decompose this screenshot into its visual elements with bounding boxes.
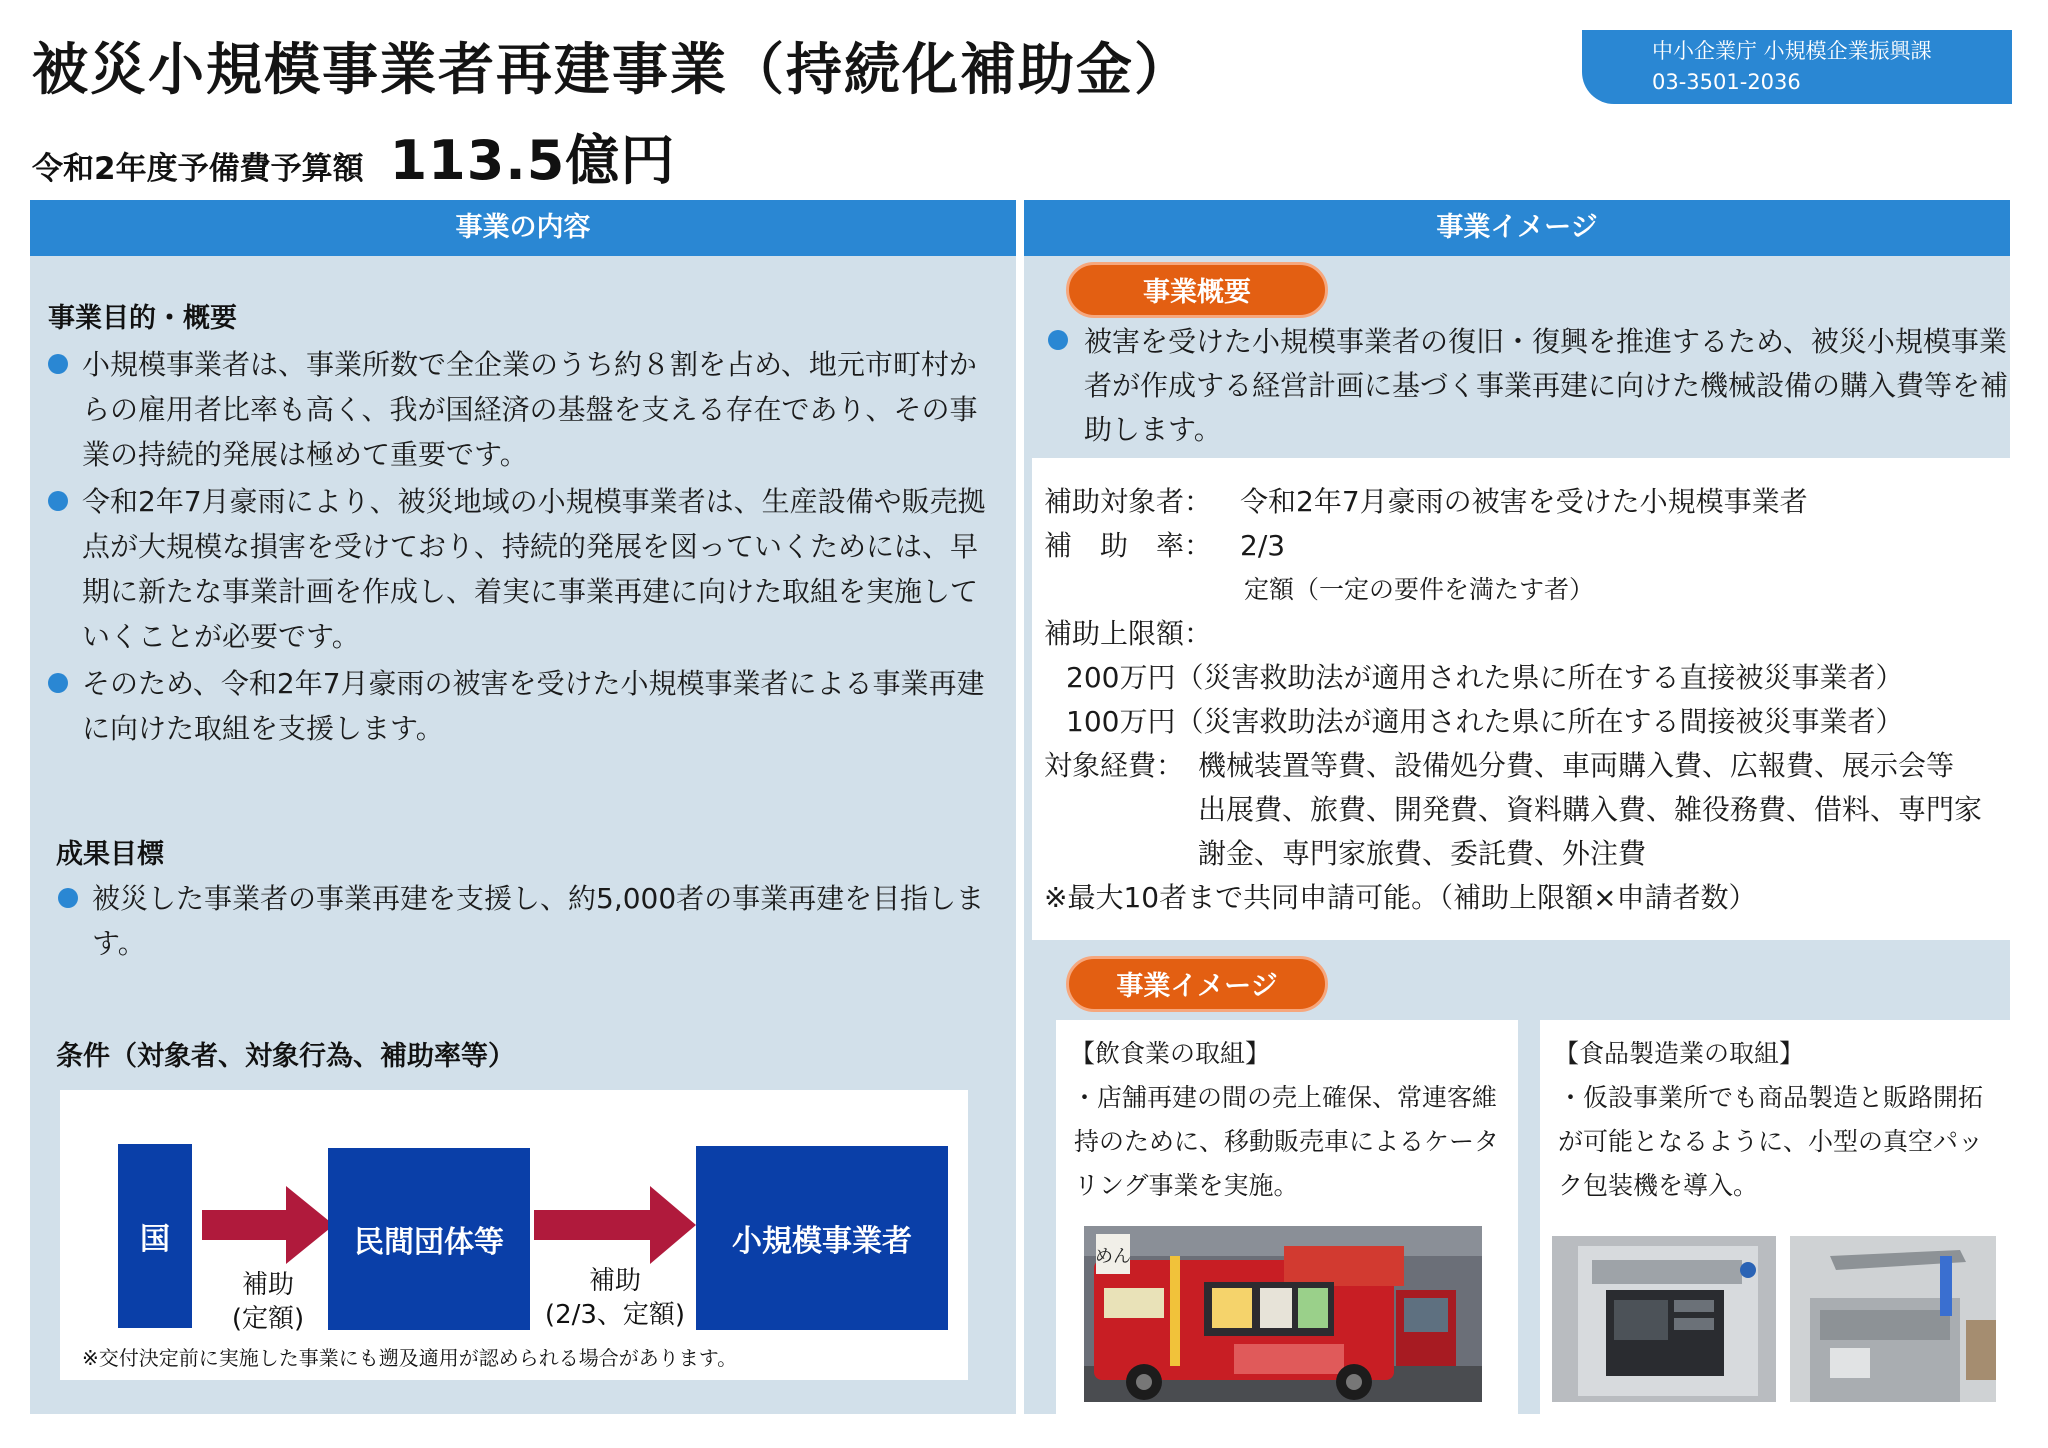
overview-text: 被害を受けた小規模事業者の復旧・復興を推進するため、被災小規模事業者が作成する経営計画に基づく事業再建に向けた機械設備の購入費等を補助します。 [1084, 325, 2009, 446]
purpose-item: 小規模事業者は、事業所数で全企業のうち約８割を占め、地元市町村からの雇用者比率も高く、我が国経済の基盤を支える存在であり、その事業の持続的発展は極めて重要です。 [44, 342, 1004, 477]
detail-target: 補助対象者： 令和2年7月豪雨の被害を受けた小規模事業者 [1044, 485, 1808, 518]
bullet-dot [58, 888, 78, 908]
purpose-item: 令和2年7月豪雨により、被災地域の小規模事業者は、生産設備や販売拠点が大規模な損害を受けており、持続的発展を図っていくためには、早期に新たな事業計画を作成し、着実に事業再建に向けた取組を実施していくことが必要です。 [44, 479, 1004, 659]
flow-caption-1: 補助 (定額) [231, 1270, 305, 1334]
budget-label: 令和2年度予備費予算額 [32, 151, 364, 187]
purpose-list [44, 342, 1004, 753]
flow-arrow-2 [534, 1186, 696, 1264]
food-truck-photo [1084, 1226, 1482, 1402]
detail-rate-fixed: 定額（一定の要件を満たす者） [1244, 575, 1595, 604]
outcome-heading: 成果目標 [56, 839, 164, 870]
card-title: 【飲食業の取組】 [1070, 1039, 1271, 1068]
right-panel-header: 事業イメージ [1024, 200, 2010, 256]
flow-caption-2: 補助 (2/3、定額) [544, 1266, 686, 1330]
outcome-list [54, 876, 1004, 968]
card-title: 【食品製造業の取組】 [1554, 1039, 1805, 1068]
bullet-dot [48, 354, 68, 374]
vacuum-packer-photo-2 [1790, 1236, 1996, 1402]
purpose-item: そのため、令和2年7月豪雨の被害を受けた小規模事業者による事業再建に向けた取組を支援します。 [44, 661, 1004, 751]
overview-text-block [1044, 320, 2010, 452]
detail-rate: 補 助 率： 2/3 [1044, 529, 1286, 562]
flow-node-minkan: 民間団体等 [328, 1148, 530, 1330]
budget-amount: 113.5億円 [389, 129, 676, 192]
flow-node-kuni: 国 [118, 1144, 192, 1328]
bullet-dot [1048, 330, 1068, 350]
card-body: ・店舗再建の間の売上確保、常連客維持のために、移動販売車によるケータリング事業を実施。 [1072, 1083, 1500, 1200]
flow-arrow-1 [202, 1186, 334, 1264]
outcome-item: 被災した事業者の事業再建を支援し、約5,000者の事業再建を目指します。 [54, 876, 1004, 966]
svg-text:めん: めん [1095, 1246, 1131, 1267]
detail-joint-note: ※最大10者まで共同申請可能。（補助上限額×申請者数） [1044, 881, 1757, 914]
flow-note: ※交付決定前に実施した事業にも遡及適用が認められる場合があります。 [82, 1346, 738, 1370]
detail-limit: 補助上限額： [1044, 617, 1213, 650]
contact-box [1582, 30, 2012, 104]
purpose-heading: 事業目的・概要 [48, 303, 237, 334]
image-pill: 事業イメージ [1066, 956, 1328, 1012]
conditions-heading: 条件（対象者、対象行為、補助率等） [56, 1041, 515, 1072]
flow-diagram [60, 1090, 968, 1380]
detail-cost: 対象経費： 機械装置等費、設備処分費、車両購入費、広報費、展示会等 [1044, 749, 1955, 782]
bullet-dot [48, 491, 68, 511]
bullet-dot [48, 673, 68, 693]
flow-node-shokibo: 小規模事業者 [696, 1146, 948, 1330]
budget-row [32, 118, 675, 195]
card-body: ・仮設事業所でも商品製造と販路開拓が可能となるように、小型の真空パック包装機を導入。 [1558, 1083, 1984, 1200]
overview-pill: 事業概要 [1066, 262, 1328, 318]
contact-org: 中小企業庁 小規模企業振興課 [1652, 39, 1932, 63]
page-title: 被災小規模事業者再建事業（持続化補助金） [32, 38, 1192, 103]
details-box: 補助対象者： 令和2年7月豪雨の被害を受けた小規模事業者 補 助 率： 2/3 定額（一定の要件を満たす者） 補助上限額： 200万円（災害救助法が適用された県に所在する直接被災事業者） 100万円（災害救助法が適用された県に所在する間接被災事業者） 対象経費： 機械装置等費、設備処分費、車両購入費、広報費、展示会等 出展費、旅費、開発費、資料購入費、雑役務費、借料、専門家 謝金、専門家旅費、委託費、外注費 ※最大10者まで共同申請可能。（補助上限額×申請者数） [1032, 458, 2010, 940]
detail-limit-200: 200万円（災害救助法が適用された県に所在する直接被災事業者） [1066, 661, 1904, 694]
left-panel-header: 事業の内容 [30, 200, 1016, 256]
vacuum-packer-photo-1 [1552, 1236, 1776, 1402]
detail-limit-100: 100万円（災害救助法が適用された県に所在する間接被災事業者） [1066, 705, 1904, 738]
contact-phone: 03-3501-2036 [1652, 70, 1801, 94]
